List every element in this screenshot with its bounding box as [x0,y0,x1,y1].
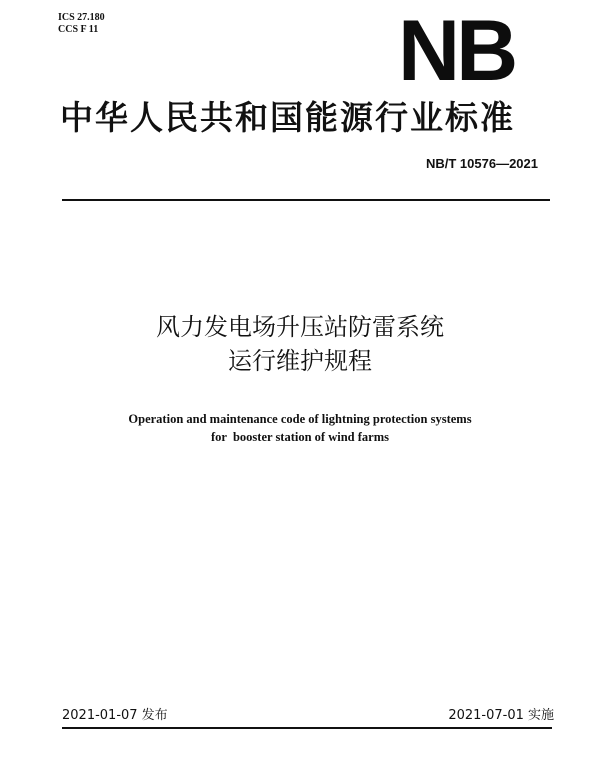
standard-category-title: 中华人民共和国能源行业标准 [60,98,515,137]
english-title-line-2: for booster station of wind farms [210,430,389,444]
english-title-line-1: Operation and maintenance code of lightning protection systems [128,412,472,426]
ccs-code: CCS F 11 [58,24,99,35]
standard-number: NB/T 10576—2021 [425,156,538,171]
top-divider [62,199,550,201]
english-title [0,410,600,446]
chinese-title [0,310,600,378]
implementation-date: 2021-07-01 实施 [448,708,554,723]
classification-codes [58,12,105,36]
chinese-title-line-2: 运行维护规程 [228,347,372,375]
ics-code: ICS 27.180 [58,12,105,23]
nb-logo: NB [398,3,515,99]
bottom-divider [62,727,552,729]
chinese-title-line-1: 风力发电场升压站防雷系统 [156,313,444,341]
issue-date: 2021-01-07 发布 [62,708,168,723]
